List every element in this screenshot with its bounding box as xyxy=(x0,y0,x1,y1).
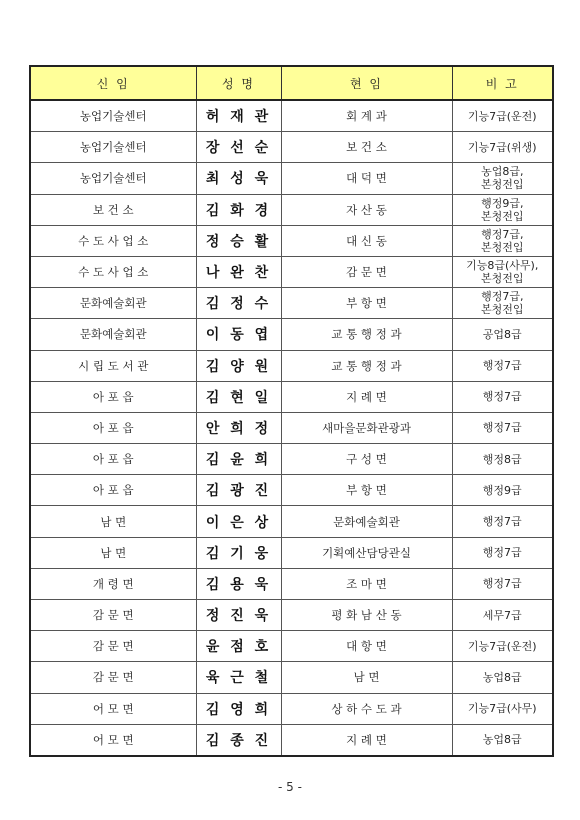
cell-current-post: 문화예술회관 xyxy=(281,506,452,537)
cell-new-post: 감 문 면 xyxy=(30,631,196,662)
note-line: 공업8급 xyxy=(482,327,522,341)
cell-current-post: 남 면 xyxy=(281,662,452,693)
note-line: 기능7급(위생) xyxy=(467,140,537,154)
cell-new-post: 남 면 xyxy=(30,506,196,537)
cell-new-post: 농업기술센터 xyxy=(30,163,196,194)
cell-current-post: 부 항 면 xyxy=(281,288,452,319)
table-row xyxy=(30,693,553,724)
note-line: 행정7급 xyxy=(482,546,522,560)
table-row xyxy=(30,662,553,693)
cell-name: 윤 점 호 xyxy=(196,631,281,662)
note-line: 기능7급(운전) xyxy=(467,109,537,123)
note-line: 행정7급, xyxy=(481,227,524,241)
cell-current-post: 회 계 과 xyxy=(281,100,452,132)
cell-new-post: 문화예술회관 xyxy=(30,288,196,319)
cell-new-post: 농업기술센터 xyxy=(30,132,196,163)
cell-note xyxy=(452,693,553,724)
cell-current-post: 조 마 면 xyxy=(281,568,452,599)
cell-name: 허 재 관 xyxy=(196,100,281,132)
note-line: 본청전입 xyxy=(480,272,524,286)
table-row xyxy=(30,412,553,443)
cell-new-post: 어 모 면 xyxy=(30,693,196,724)
cell-note xyxy=(452,225,553,256)
header-new-post: 신 임 xyxy=(30,66,196,100)
cell-new-post: 감 문 면 xyxy=(30,600,196,631)
cell-note xyxy=(452,631,553,662)
table-body xyxy=(30,100,553,756)
cell-note xyxy=(452,444,553,475)
table-row xyxy=(30,163,553,194)
cell-new-post: 시 립 도 서 관 xyxy=(30,350,196,381)
note-line: 본청전입 xyxy=(480,178,524,192)
table-row xyxy=(30,288,553,319)
cell-name: 김 정 수 xyxy=(196,288,281,319)
table-row xyxy=(30,506,553,537)
cell-new-post: 수 도 사 업 소 xyxy=(30,225,196,256)
cell-note xyxy=(452,163,553,194)
cell-current-post: 대 항 면 xyxy=(281,631,452,662)
note-line: 행정9급, xyxy=(481,196,524,210)
cell-name: 김 양 원 xyxy=(196,350,281,381)
table-row xyxy=(30,475,553,506)
cell-note xyxy=(452,256,553,287)
cell-new-post: 문화예술회관 xyxy=(30,319,196,350)
table-row xyxy=(30,568,553,599)
note-line: 행정7급 xyxy=(482,577,522,591)
cell-current-post: 교 통 행 정 과 xyxy=(281,350,452,381)
page-number: - 5 - xyxy=(278,780,302,794)
cell-name: 나 완 찬 xyxy=(196,256,281,287)
cell-new-post: 아 포 읍 xyxy=(30,444,196,475)
note-line: 본청전입 xyxy=(480,209,524,223)
cell-name: 정 진 욱 xyxy=(196,600,281,631)
table-header-row xyxy=(30,66,553,100)
cell-new-post: 개 령 면 xyxy=(30,568,196,599)
note-line: 농업8급 xyxy=(482,670,522,684)
table-row xyxy=(30,724,553,756)
cell-current-post: 보 건 소 xyxy=(281,132,452,163)
table-row xyxy=(30,631,553,662)
note-line: 기능7급(운전) xyxy=(467,639,537,653)
cell-name: 이 은 상 xyxy=(196,506,281,537)
personnel-table xyxy=(29,65,554,757)
cell-note xyxy=(452,600,553,631)
cell-current-post: 기획예산담당관실 xyxy=(281,537,452,568)
cell-note xyxy=(452,132,553,163)
cell-name: 김 용 욱 xyxy=(196,568,281,599)
cell-name: 김 현 일 xyxy=(196,381,281,412)
table-row xyxy=(30,537,553,568)
note-line: 행정7급 xyxy=(482,515,522,529)
table-row xyxy=(30,350,553,381)
cell-current-post: 지 례 면 xyxy=(281,381,452,412)
table-row xyxy=(30,256,553,287)
cell-current-post: 대 덕 면 xyxy=(281,163,452,194)
note-line: 행정9급 xyxy=(482,483,522,497)
cell-note xyxy=(452,381,553,412)
cell-name: 김 윤 희 xyxy=(196,444,281,475)
cell-name: 김 기 웅 xyxy=(196,537,281,568)
cell-note xyxy=(452,475,553,506)
cell-note xyxy=(452,537,553,568)
note-line: 행정7급, xyxy=(481,290,524,304)
cell-new-post: 남 면 xyxy=(30,537,196,568)
cell-new-post: 농업기술센터 xyxy=(30,100,196,132)
cell-current-post: 구 성 면 xyxy=(281,444,452,475)
cell-current-post: 부 항 면 xyxy=(281,475,452,506)
cell-note xyxy=(452,724,553,756)
cell-note xyxy=(452,662,553,693)
note-line: 농업8급, xyxy=(481,165,524,179)
table-row xyxy=(30,444,553,475)
cell-note xyxy=(452,100,553,132)
cell-name: 장 선 순 xyxy=(196,132,281,163)
note-line: 행정7급 xyxy=(482,421,522,435)
cell-note xyxy=(452,506,553,537)
table-row xyxy=(30,319,553,350)
table-row xyxy=(30,132,553,163)
cell-note xyxy=(452,350,553,381)
cell-current-post: 지 례 면 xyxy=(281,724,452,756)
cell-current-post: 상 하 수 도 과 xyxy=(281,693,452,724)
cell-current-post: 감 문 면 xyxy=(281,256,452,287)
header-name: 성 명 xyxy=(196,66,281,100)
table-row xyxy=(30,100,553,132)
header-current-post: 현 임 xyxy=(281,66,452,100)
cell-note xyxy=(452,568,553,599)
note-line: 본청전입 xyxy=(480,303,524,317)
header-note: 비 고 xyxy=(452,66,553,100)
note-line: 행정7급 xyxy=(482,359,522,373)
note-line: 기능8급(사무), xyxy=(466,259,539,273)
cell-new-post: 보 건 소 xyxy=(30,194,196,225)
table-row xyxy=(30,225,553,256)
cell-name: 김 종 진 xyxy=(196,724,281,756)
cell-name: 김 화 경 xyxy=(196,194,281,225)
table-row xyxy=(30,194,553,225)
cell-name: 안 희 정 xyxy=(196,412,281,443)
cell-new-post: 아 포 읍 xyxy=(30,381,196,412)
cell-new-post: 어 모 면 xyxy=(30,724,196,756)
cell-note xyxy=(452,194,553,225)
cell-new-post: 아 포 읍 xyxy=(30,475,196,506)
table-row xyxy=(30,600,553,631)
cell-current-post: 대 신 동 xyxy=(281,225,452,256)
cell-name: 최 성 욱 xyxy=(196,163,281,194)
note-line: 농업8급 xyxy=(482,733,522,747)
cell-current-post: 새마을문화관광과 xyxy=(281,412,452,443)
note-line: 본청전입 xyxy=(480,240,524,254)
cell-current-post: 평 화 남 산 동 xyxy=(281,600,452,631)
cell-new-post: 아 포 읍 xyxy=(30,412,196,443)
cell-note xyxy=(452,319,553,350)
personnel-table-container xyxy=(29,65,552,757)
cell-name: 김 영 희 xyxy=(196,693,281,724)
cell-new-post: 수 도 사 업 소 xyxy=(30,256,196,287)
cell-note xyxy=(452,412,553,443)
cell-current-post: 자 산 동 xyxy=(281,194,452,225)
cell-note xyxy=(452,288,553,319)
note-line: 행정8급 xyxy=(482,452,522,466)
cell-new-post: 감 문 면 xyxy=(30,662,196,693)
cell-name: 정 승 활 xyxy=(196,225,281,256)
note-line: 행정7급 xyxy=(482,390,522,404)
cell-name: 육 근 철 xyxy=(196,662,281,693)
cell-name: 김 광 진 xyxy=(196,475,281,506)
cell-name: 이 동 엽 xyxy=(196,319,281,350)
note-line: 세무7급 xyxy=(482,608,522,622)
note-line: 기능7급(사무) xyxy=(467,702,537,716)
cell-current-post: 교 통 행 정 과 xyxy=(281,319,452,350)
table-row xyxy=(30,381,553,412)
